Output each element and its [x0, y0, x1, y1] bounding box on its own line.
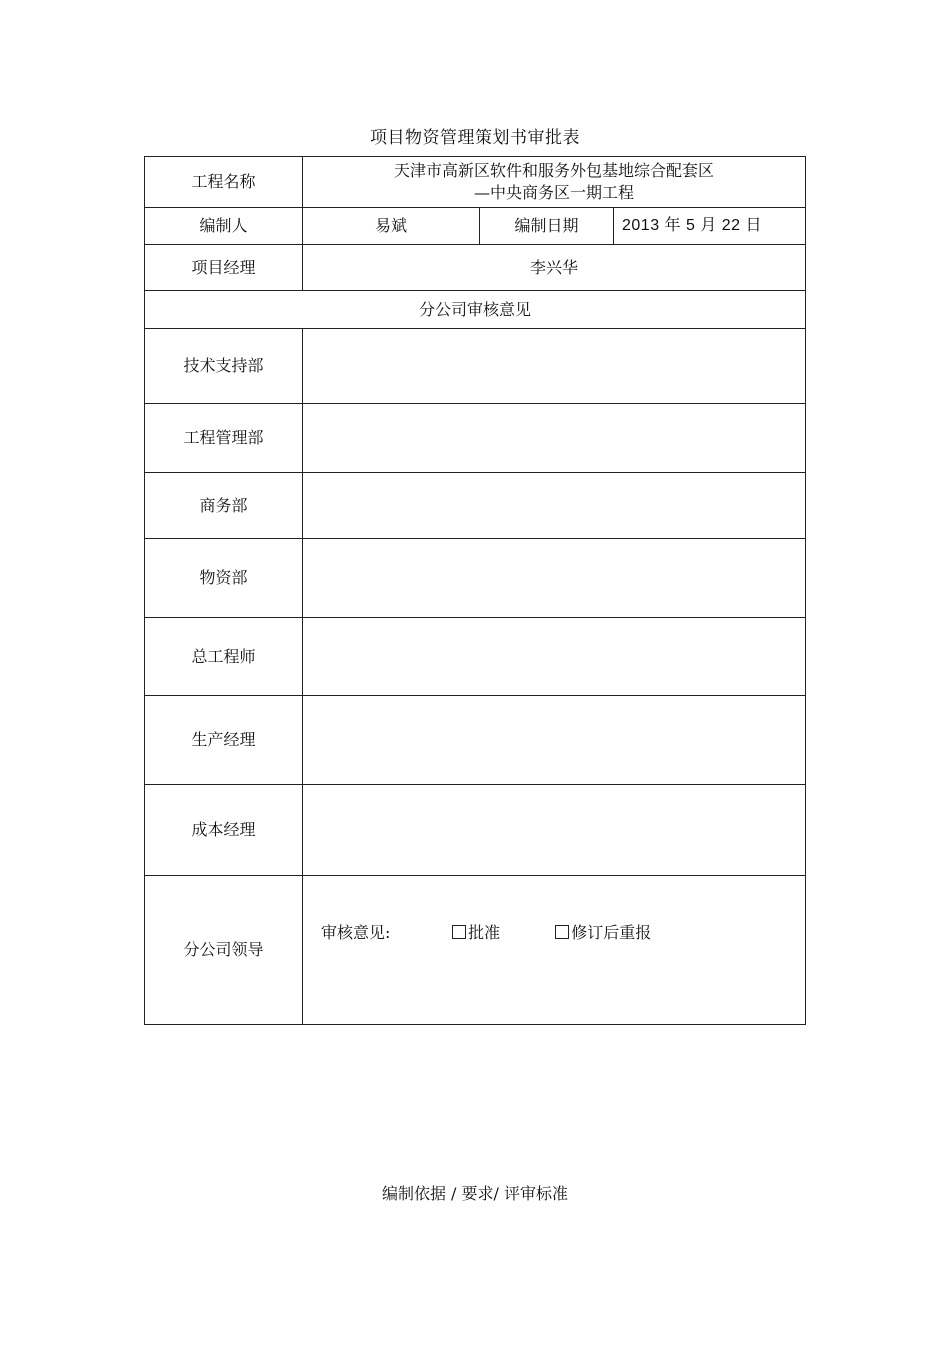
section-header: 分公司审核意见: [145, 291, 806, 329]
dept-label: 工程管理部: [145, 404, 303, 473]
option-approve[interactable]: [452, 922, 500, 944]
opinion-label: 审核意见:: [321, 923, 391, 942]
project-name-line2: —中央商务区一期工程: [474, 183, 635, 202]
project-name-row: [145, 157, 806, 208]
approve-checkbox[interactable]: [452, 925, 466, 939]
dept-row-production: [145, 696, 806, 785]
dept-label: 总工程师: [145, 618, 303, 696]
dept-opinion-field[interactable]: [303, 618, 806, 696]
dept-row-materials: [145, 539, 806, 618]
dept-row-tech: [145, 329, 806, 404]
dept-opinion-field[interactable]: [303, 696, 806, 785]
dept-label: 成本经理: [145, 785, 303, 876]
compiler-value[interactable]: 易斌: [303, 208, 480, 245]
dept-label: 技术支持部: [145, 329, 303, 404]
opinion-line: [321, 922, 701, 944]
option-revise[interactable]: [555, 922, 651, 944]
manager-label: 项目经理: [145, 245, 303, 291]
dept-row-chief-engineer: [145, 618, 806, 696]
dept-label: 生产经理: [145, 696, 303, 785]
footer-text: 编制依据 / 要求/ 评审标准: [381, 1184, 569, 1203]
leadership-label: 分公司领导: [145, 876, 303, 1025]
dept-opinion-field[interactable]: [303, 329, 806, 404]
project-name-line1: 天津市高新区软件和服务外包基地综合配套区: [394, 161, 715, 180]
dept-label: 物资部: [145, 539, 303, 618]
project-name-value[interactable]: [303, 157, 806, 208]
dept-opinion-field[interactable]: [303, 404, 806, 473]
date-label: 编制日期: [480, 208, 614, 245]
date-value[interactable]: 2013 年 5 月 22 日: [614, 208, 806, 245]
dept-opinion-field[interactable]: [303, 539, 806, 618]
dept-label: 商务部: [145, 473, 303, 539]
manager-row: [145, 245, 806, 291]
dept-opinion-field[interactable]: [303, 785, 806, 876]
leadership-opinion-cell: [303, 876, 806, 1025]
document-title: 项目物资管理策划书审批表: [370, 128, 580, 148]
dept-row-engineering: [145, 404, 806, 473]
dept-row-business: [145, 473, 806, 539]
dept-row-cost: [145, 785, 806, 876]
compiler-label: 编制人: [145, 208, 303, 245]
dept-opinion-field[interactable]: [303, 473, 806, 539]
project-name-label: 工程名称: [145, 157, 303, 208]
leadership-row: [145, 876, 806, 1025]
option-approve-label: 批准: [468, 923, 501, 942]
approval-table: [144, 156, 806, 1025]
option-revise-label: 修订后重报: [571, 923, 652, 942]
section-header-row: [145, 291, 806, 329]
revise-checkbox[interactable]: [555, 925, 569, 939]
compiler-row: [145, 208, 806, 245]
manager-value[interactable]: 李兴华: [303, 245, 806, 291]
